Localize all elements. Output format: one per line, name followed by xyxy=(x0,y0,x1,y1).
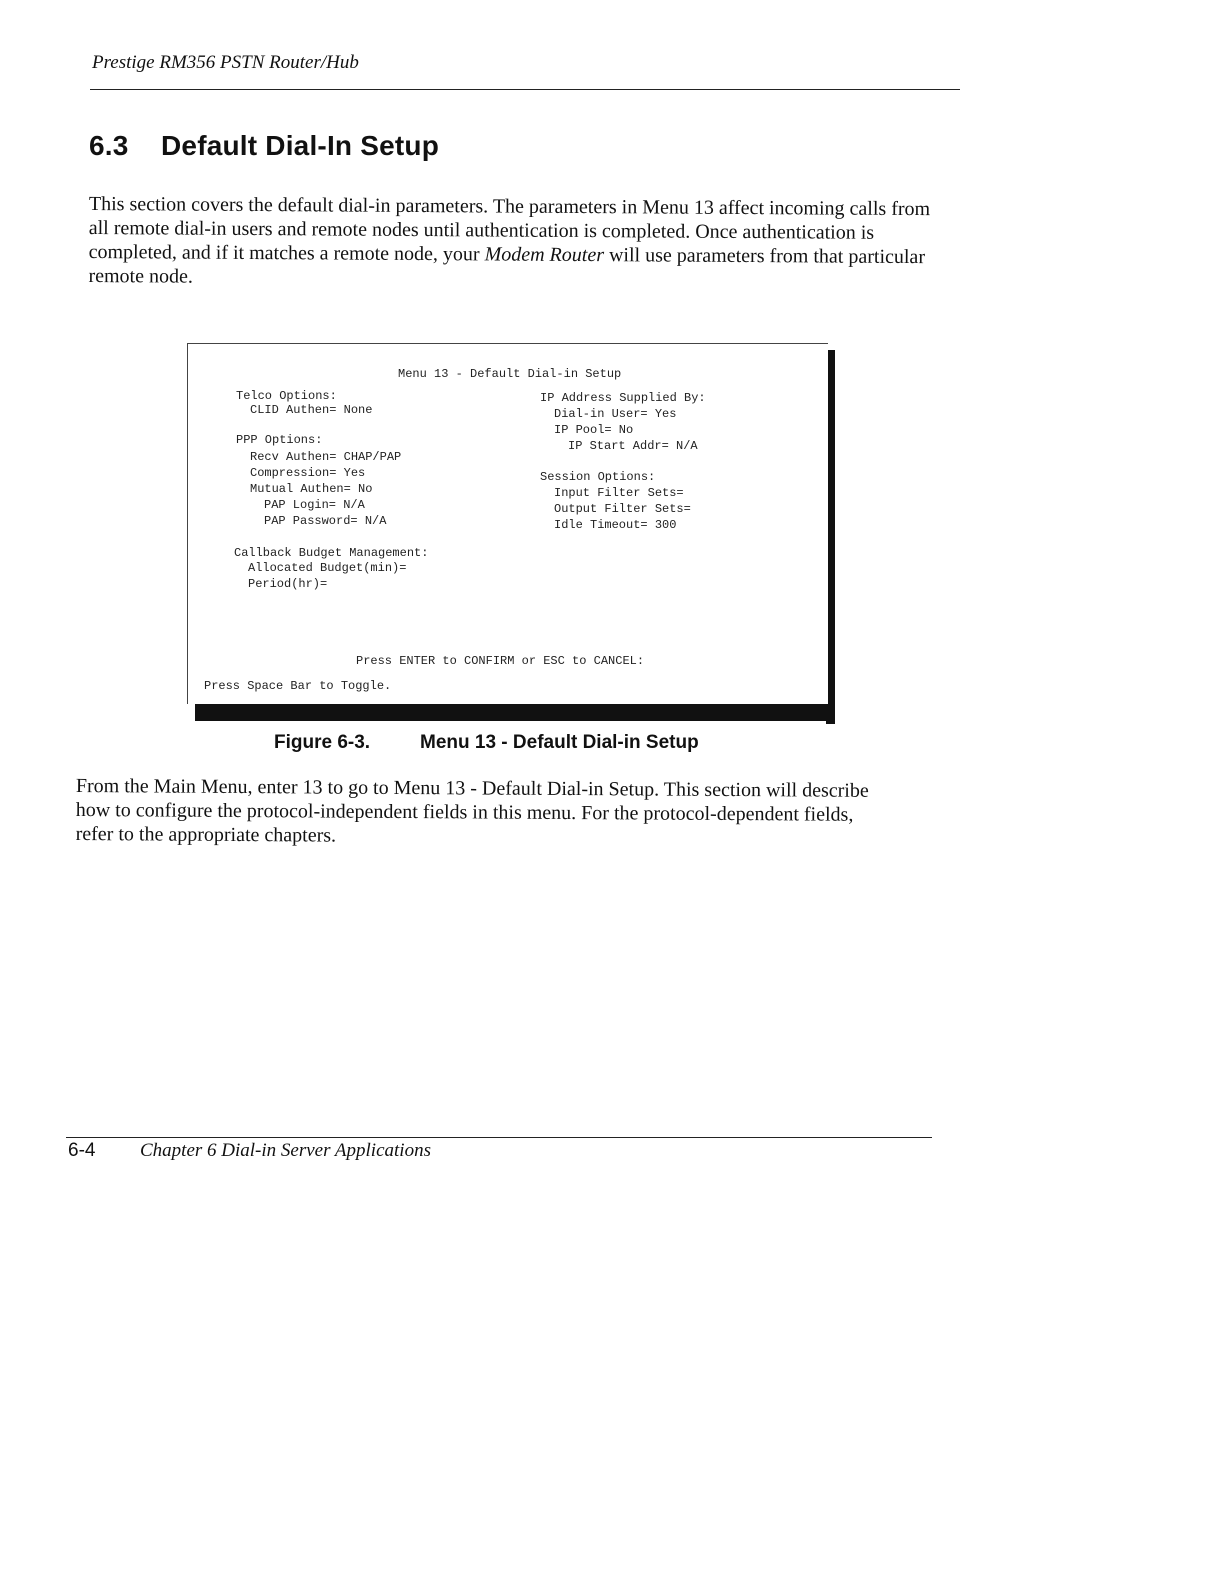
section-heading xyxy=(89,130,439,162)
ip-pool-field[interactable]: IP Pool= No xyxy=(554,423,634,437)
figure-caption xyxy=(274,732,699,754)
intro-text-after: will use parameters from that particular remote node. xyxy=(88,244,926,288)
figure-label: Figure 6-3. xyxy=(274,732,371,753)
session-options-heading: Session Options: xyxy=(540,470,656,484)
telco-options-heading: Telco Options: xyxy=(236,389,337,403)
header-rule xyxy=(90,89,960,90)
clid-authen-field[interactable]: CLID Authen= None xyxy=(250,403,373,417)
figure-caption-text: Menu 13 - Default Dial-in Setup xyxy=(420,732,699,753)
intro-paragraph xyxy=(88,192,939,293)
period-field[interactable]: Period(hr)= xyxy=(248,577,328,591)
dialin-user-field[interactable]: Dial-in User= Yes xyxy=(554,407,677,421)
body-paragraph: From the Main Menu, enter 13 to go to Menu 13 - Default Dial-in Setup. This section will describe how to configure the protocol-independent fields in this menu. For the protocol-dependent fields, refer to the appropriate chapters. xyxy=(75,775,869,847)
page-number: 6-4 xyxy=(68,1140,96,1161)
input-filter-field[interactable]: Input Filter Sets= xyxy=(554,486,684,500)
footer-rule xyxy=(66,1137,932,1138)
pap-login-field[interactable]: PAP Login= N/A xyxy=(264,498,365,512)
ppp-options-heading: PPP Options: xyxy=(236,433,323,447)
screen-shadow-bottom xyxy=(195,703,835,721)
mutual-authen-field[interactable]: Mutual Authen= No xyxy=(250,482,373,496)
pap-password-field[interactable]: PAP Password= N/A xyxy=(264,514,387,528)
screen-title: Menu 13 - Default Dial-in Setup xyxy=(398,367,622,381)
chapter-title: Dial-in Server Applications xyxy=(221,1140,431,1161)
section-number: 6.3 xyxy=(89,130,129,161)
intro-emphasis: Modem Router xyxy=(484,243,605,267)
callback-budget-heading: Callback Budget Management: xyxy=(234,546,429,560)
ip-address-heading: IP Address Supplied By: xyxy=(540,391,706,405)
intro-text-before: This section covers the default dial-in parameters. The parameters in Menu 13 affect incoming calls from all remote dial-in users and remote nodes until authentication is completed. Once authentication is completed, and if it matches a remote node, your xyxy=(88,192,931,266)
output-filter-field[interactable]: Output Filter Sets= xyxy=(554,502,691,516)
confirm-prompt[interactable]: Press ENTER to CONFIRM or ESC to CANCEL: xyxy=(356,654,645,668)
idle-timeout-field[interactable]: Idle Timeout= 300 xyxy=(554,518,677,532)
compression-field[interactable]: Compression= Yes xyxy=(250,466,366,480)
section-title: Default Dial-In Setup xyxy=(161,130,439,161)
page-footer xyxy=(68,1140,431,1162)
recv-authen-field[interactable]: Recv Authen= CHAP/PAP xyxy=(250,450,402,464)
ip-start-addr-field[interactable]: IP Start Addr= N/A xyxy=(568,439,698,453)
chapter-prefix: Chapter 6 xyxy=(140,1140,222,1161)
terminal-screen xyxy=(187,343,828,704)
toggle-hint: Press Space Bar to Toggle. xyxy=(204,679,392,693)
running-header: Prestige RM356 PSTN Router/Hub xyxy=(92,52,359,73)
allocated-budget-field[interactable]: Allocated Budget(min)= xyxy=(248,561,407,575)
